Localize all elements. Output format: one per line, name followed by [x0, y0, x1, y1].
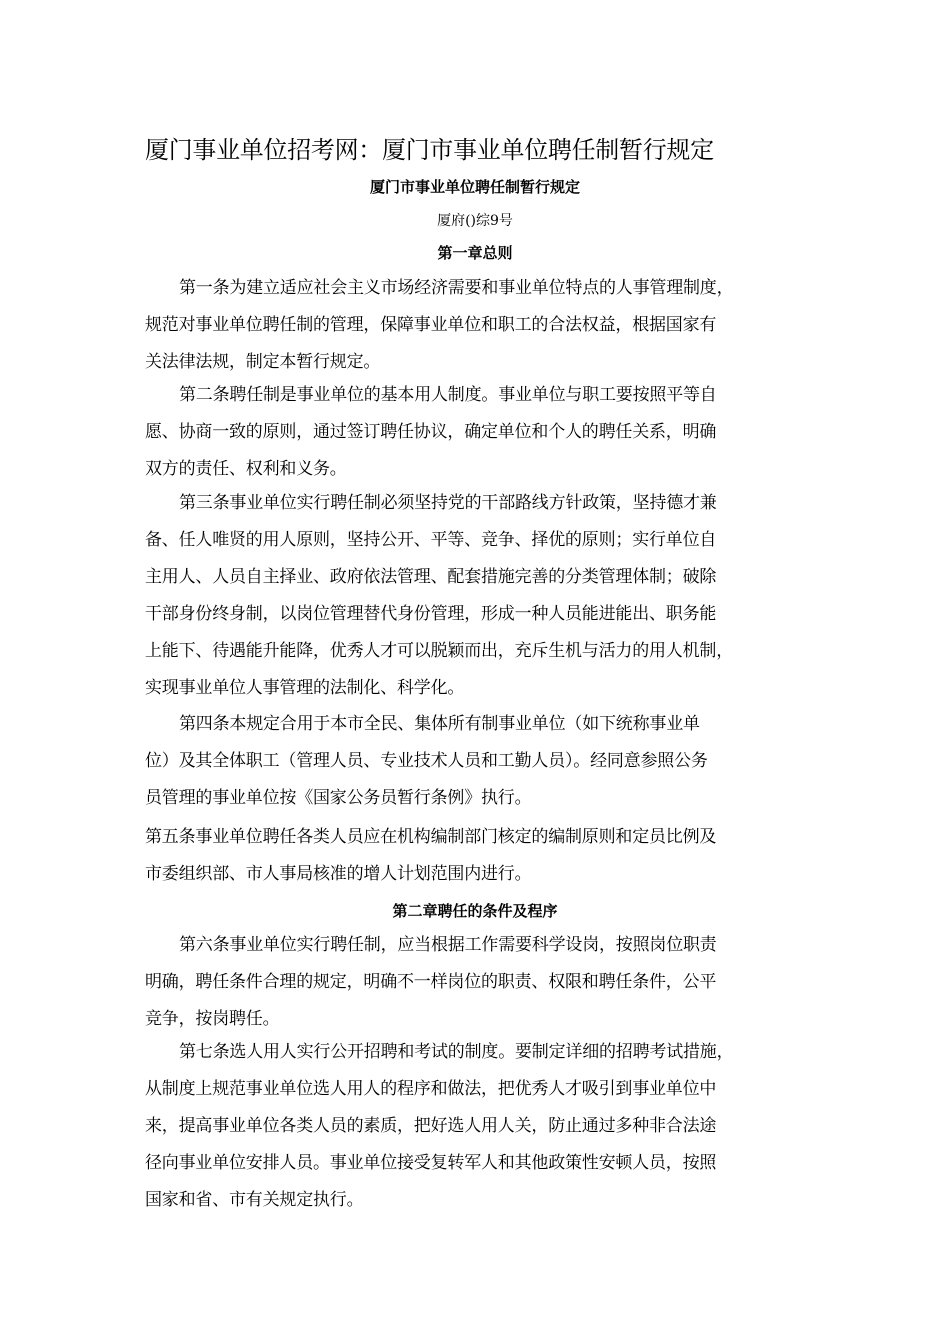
text-line: 第二条聘任制是事业单位的基本用人制度。事业单位与职工要按照平等自 [179, 385, 717, 405]
text-line: 国家和省、市有关规定执行。 [145, 1190, 364, 1210]
text-line: 双方的责任、权利和义务。 [145, 459, 347, 479]
text-line: 明确，聘任条件合理的规定，明确不一样岗位的职责、权限和聘任条件，公平 [145, 972, 717, 992]
chapter-heading-2: 第二章聘任的条件及程序 [392, 902, 558, 920]
text-line: 员管理的事业单位按《国家公务员暂行条例》执行。 [145, 788, 532, 808]
article-7 [145, 1034, 810, 1219]
document-number: 厦府()综9号 [437, 213, 513, 229]
chapter-heading-1: 第一章总则 [437, 244, 513, 262]
text-line: 竞争，按岗聘任。 [145, 1009, 280, 1029]
text-line: 干部身份终身制，以岗位管理替代身份管理，形成一种人员能进能出、职务能 [145, 604, 717, 624]
article-6 [145, 927, 810, 1038]
text-line: 备、任人唯贤的用人原则，坚持公开、平等、竞争、择优的原则；实行单位自 [145, 530, 717, 550]
text-line: 径向事业单位安排人员。事业单位接受复转军人和其他政策性安顿人员，按照 [145, 1153, 717, 1173]
document-subtitle: 厦门市事业单位聘任制暂行规定 [369, 178, 580, 196]
text-line: 第一条为建立适应社会主义市场经济需要和事业单位特点的人事管理制度， [179, 278, 734, 298]
text-line: 实现事业单位人事管理的法制化、科学化。 [145, 678, 465, 698]
text-line: 市委组织部、市人事局核准的增人计划范围内进行。 [145, 864, 532, 884]
text-line: 来，提高事业单位各类人员的素质，把好选人用人关，防止通过多种非合法途 [145, 1116, 717, 1136]
article-3 [145, 485, 810, 707]
text-line: 位）及其全体职工（管理人员、专业技术人员和工勤人员）。经同意参照公务 [145, 751, 708, 771]
article-2 [145, 377, 810, 488]
article-5 [145, 819, 810, 893]
text-line: 愿、协商一致的原则，通过签订聘任协议，确定单位和个人的聘任关系，明确 [145, 422, 717, 442]
article-4 [145, 706, 810, 817]
text-line: 第三条事业单位实行聘任制必须坚持党的干部路线方针政策，坚持德才兼 [179, 493, 717, 513]
text-line: 第四条本规定合用于本市全民、集体所有制事业单位（如下统称事业单 [179, 714, 700, 734]
text-line: 第六条事业单位实行聘任制，应当根据工作需要科学设岗，按照岗位职责 [179, 935, 717, 955]
text-line: 规范对事业单位聘任制的管理，保障事业单位和职工的合法权益，根据国家有 [145, 315, 717, 335]
text-line: 关法律法规，制定本暂行规定。 [145, 352, 381, 372]
text-line: 主用人、人员自主择业、政府依法管理、配套措施完善的分类管理体制；破除 [145, 567, 717, 587]
text-line: 第七条选人用人实行公开招聘和考试的制度。要制定详细的招聘考试措施， [179, 1042, 734, 1062]
page-title: 厦门事业单位招考网：厦门市事业单位聘任制暂行规定 [145, 136, 714, 164]
text-line: 从制度上规范事业单位选人用人的程序和做法，把优秀人才吸引到事业单位中 [145, 1079, 717, 1099]
article-1 [145, 270, 810, 381]
text-line: 第五条事业单位聘任各类人员应在机构编制部门核定的编制原则和定员比例及 [145, 827, 717, 847]
text-line: 上能下、待遇能升能降，优秀人才可以脱颖而出，充斥生机与活力的用人机制， [145, 641, 733, 661]
